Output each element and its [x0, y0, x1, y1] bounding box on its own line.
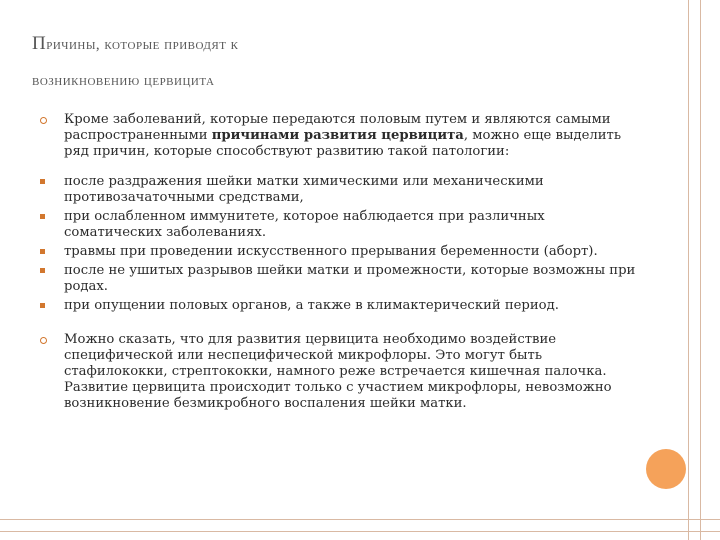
causes-list — [40, 174, 640, 314]
decorative-circle-icon — [646, 449, 686, 489]
circle-bullet-icon — [40, 337, 47, 344]
intro-text-2: , можно еще выделить ряд причин, которые способствуют развитию такой патологии: — [64, 128, 622, 159]
intro-text-bold: причинами развития цервицита — [211, 128, 464, 143]
intro-text-1: Кроме заболеваний, которые передаются половым путем и являются самыми распространенными — [64, 112, 611, 143]
intro-paragraph — [40, 112, 640, 160]
list-item — [40, 174, 640, 206]
list-item — [40, 298, 640, 314]
square-bullet-icon — [40, 303, 45, 308]
cause-text: после не ушитых разрывов шейки матки и промежности, которые возможны при родах. — [64, 263, 636, 294]
slide-content — [40, 112, 640, 426]
frame-line-vertical — [688, 0, 689, 540]
conclusion-text: Можно сказать, что для развития цервицита необходимо воздействие специфической или неспецифической микрофлоры. Это могут быть стафилококки, стрептококки, намного реже встречается кишечная палочка. Развитие цервицита происходит только с участием микрофлоры, невозможно возникновение безмикробного воспаления шейки матки. — [64, 332, 612, 411]
square-bullet-icon — [40, 214, 45, 219]
circle-bullet-icon — [40, 117, 47, 124]
title-line-2: возникновению цервицита — [32, 73, 215, 89]
list-item — [40, 263, 640, 295]
frame-line-vertical-outer — [700, 0, 701, 540]
slide-title — [32, 26, 652, 99]
list-item — [40, 244, 640, 260]
square-bullet-icon — [40, 249, 45, 254]
frame-line-horizontal — [0, 519, 720, 520]
cause-text: после раздражения шейки матки химическими или механическими противозачаточными средствами, — [64, 174, 544, 205]
cause-text: травмы при проведении искусственного прерывания беременности (аборт). — [64, 244, 598, 259]
frame-line-horizontal-outer — [0, 531, 720, 532]
list-item — [40, 209, 640, 241]
cause-text: при опущении половых органов, а также в климактерический период. — [64, 298, 559, 313]
conclusion-paragraph — [40, 332, 640, 412]
title-line-1 — [32, 26, 652, 63]
cause-text: при ослабленном иммунитете, которое наблюдается при различных соматических заболеваниях. — [64, 209, 545, 240]
title-initial: П — [32, 33, 47, 54]
square-bullet-icon — [40, 268, 45, 273]
title-line-1-rest: ричины, которые приводят к — [46, 37, 239, 53]
square-bullet-icon — [40, 179, 45, 184]
